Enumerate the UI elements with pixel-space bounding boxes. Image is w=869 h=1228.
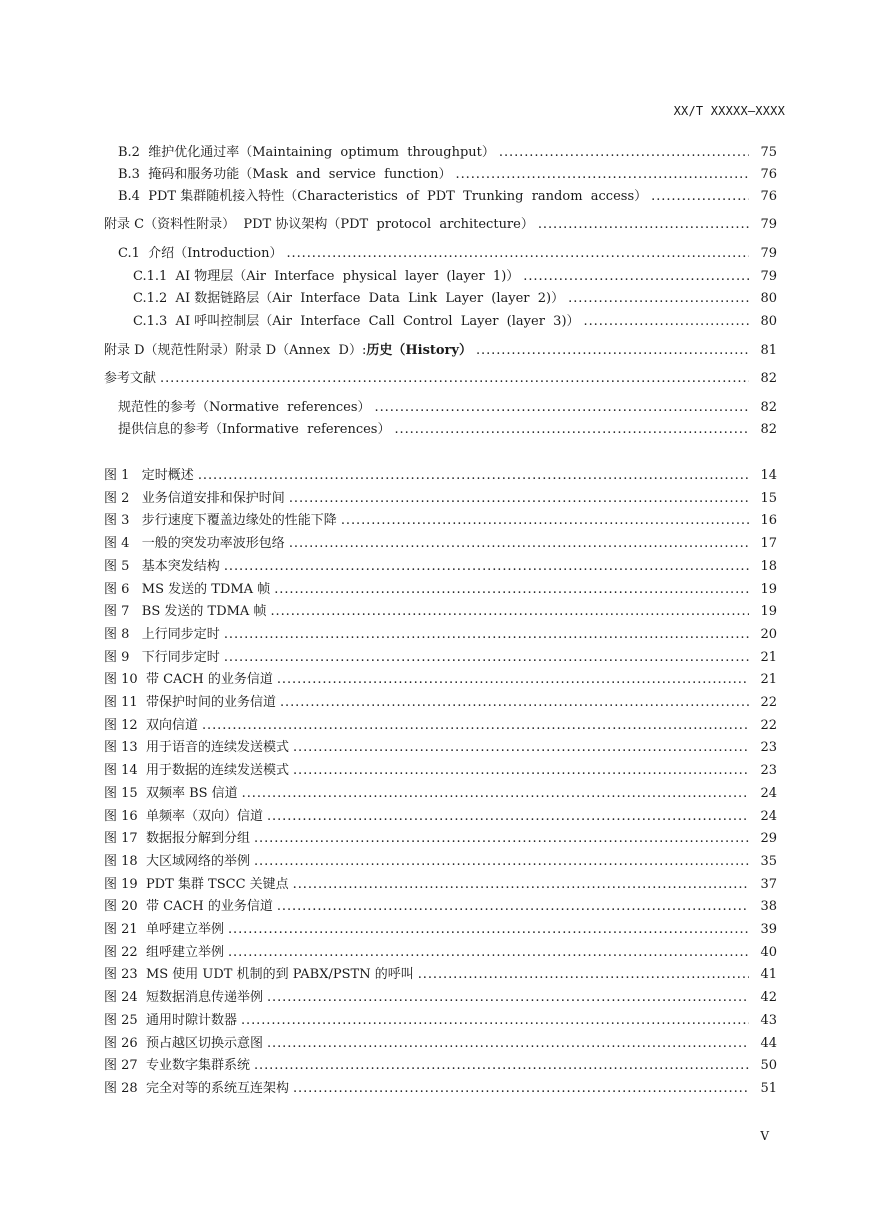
- dot-leader: [254, 1059, 749, 1073]
- figure-entry-title: 图 7 BS 发送的 TDMA 帧: [104, 604, 267, 620]
- toc-entry-title: C.1.1 AI 物理层（Air Interface physical layer (layer 1)）: [133, 269, 520, 284]
- figure-entry-page: 23: [760, 740, 777, 756]
- dot-leader: [293, 1082, 749, 1096]
- figure-entry-title: 图 22 组呼建立举例: [104, 944, 224, 960]
- toc-entry-page: 80: [760, 291, 777, 306]
- dot-leader: [375, 401, 749, 415]
- toc-entry-page: 79: [760, 269, 777, 284]
- figure-entry-title: 图 20 带 CACH 的业务信道: [104, 899, 273, 915]
- figure-entry-page: 19: [760, 581, 777, 597]
- dot-leader: [456, 168, 749, 182]
- figure-entry-page: 37: [760, 876, 777, 892]
- figure-entry[interactable]: [104, 669, 777, 687]
- dot-leader: [523, 270, 749, 284]
- dot-leader: [228, 923, 749, 937]
- dot-leader: [270, 605, 749, 619]
- toc-entry-title: 附录 D（规范性附录）附录 D（Annex D）:: [104, 343, 367, 358]
- toc-entry[interactable]: [104, 340, 777, 358]
- dot-leader: [286, 247, 749, 261]
- toc-entry-page: 79: [760, 246, 777, 261]
- figure-entry[interactable]: [104, 715, 777, 733]
- dot-leader: [228, 946, 749, 960]
- figure-entry-title: 图 5 基本突发结构: [104, 558, 220, 574]
- figure-entry-title: 图 14 用于数据的连续发送模式: [104, 763, 289, 779]
- figure-entry-page: 23: [760, 763, 777, 779]
- figure-entry[interactable]: [104, 737, 777, 755]
- figure-entry-title: 图 10 带 CACH 的业务信道: [104, 672, 273, 688]
- figure-entry-page: 22: [760, 717, 777, 733]
- dot-leader: [254, 855, 749, 869]
- figure-entry[interactable]: [104, 692, 777, 710]
- figure-entry-title: 图 24 短数据消息传递举例: [104, 990, 263, 1006]
- dot-leader: [277, 673, 749, 687]
- toc-entry-page: 76: [760, 189, 777, 204]
- figure-entry-page: 22: [760, 695, 777, 710]
- toc-entry-title: B.4 PDT 集群随机接入特性（Characteristics of PDT Trunking random access）: [118, 189, 648, 204]
- figure-entry-title: 图 17 数据报分解到分组: [104, 831, 250, 847]
- dot-leader: [241, 1014, 749, 1028]
- dot-leader: [394, 423, 749, 437]
- dot-leader: [289, 492, 749, 506]
- toc-entry-page: 82: [760, 422, 777, 437]
- figure-entry-title: 图 2 业务信道安排和保护时间: [104, 490, 285, 506]
- figure-entry[interactable]: [104, 1078, 777, 1096]
- dot-leader: [584, 315, 749, 329]
- page-number: V: [760, 1129, 769, 1143]
- figure-entry-page: 50: [760, 1058, 777, 1074]
- dot-leader: [293, 741, 749, 755]
- figure-entry[interactable]: [104, 601, 777, 619]
- toc-entry-title: 规范性的参考（Normative references）: [118, 400, 371, 415]
- figure-entry-title: 图 23 MS 使用 UDT 机制的到 PABX/PSTN 的呼叫: [104, 967, 414, 983]
- toc-entry-page: 75: [760, 145, 777, 160]
- figure-entry-page: 21: [760, 672, 777, 688]
- dot-leader: [267, 810, 749, 824]
- figure-entry[interactable]: [104, 488, 777, 506]
- figure-entry[interactable]: [104, 919, 777, 937]
- toc-entry-title: C.1.2 AI 数据链路层（Air Interface Data Link Layer (layer 2)）: [133, 291, 565, 306]
- toc-entry[interactable]: [104, 214, 777, 232]
- toc-entry[interactable]: [133, 288, 777, 306]
- figure-entry-title: 图 25 通用时隙计数器: [104, 1012, 237, 1028]
- toc-entry-title: 附录 C（资料性附录） PDT 协议架构（PDT protocol architecture）: [104, 217, 534, 232]
- dot-leader: [267, 1037, 749, 1051]
- dot-leader: [293, 878, 749, 892]
- figure-entry[interactable]: [104, 533, 777, 551]
- dot-leader: [418, 968, 749, 982]
- figure-entry-title: 图 15 双频率 BS 信道: [104, 785, 238, 801]
- figure-entry-page: 24: [760, 808, 777, 824]
- toc-entry-page: 82: [760, 371, 777, 386]
- dot-leader: [568, 292, 749, 306]
- figure-entry-page: 14: [760, 468, 777, 483]
- figure-entry-page: 40: [760, 944, 777, 960]
- figure-entry-title: 图 28 完全对等的系统互连架构: [104, 1080, 289, 1096]
- figure-entry-page: 39: [760, 922, 777, 937]
- figure-entry[interactable]: [104, 760, 777, 778]
- figure-entry-title: 图 27 专业数字集群系统: [104, 1058, 250, 1074]
- figure-entry-title: 图 9 下行同步定时: [104, 649, 220, 665]
- toc-entry-title: 提供信息的参考（Informative references）: [118, 422, 391, 437]
- dot-leader: [289, 537, 749, 551]
- figure-entry-page: 43: [760, 1012, 777, 1028]
- dot-leader: [202, 719, 749, 733]
- toc-entry-page: 81: [760, 343, 777, 358]
- figure-entry-title: 图 1 定时概述: [104, 468, 194, 483]
- figure-entry[interactable]: [104, 783, 777, 801]
- figure-entry-title: 图 3 步行速度下覆盖边缘处的性能下降: [104, 513, 337, 529]
- figure-entry-title: 图 11 带保护时间的业务信道: [104, 695, 276, 710]
- figure-entry[interactable]: [104, 987, 777, 1005]
- figure-entry[interactable]: [104, 510, 777, 528]
- toc-entry[interactable]: [118, 419, 777, 437]
- figure-entry[interactable]: [104, 964, 777, 982]
- toc-entry-title: B.3 掩码和服务功能（Mask and service function）: [118, 167, 452, 182]
- figure-entry-page: 18: [760, 558, 777, 574]
- dot-leader: [293, 764, 749, 778]
- dot-leader: [160, 372, 749, 386]
- dot-leader: [224, 560, 749, 574]
- figure-entry-page: 35: [760, 853, 777, 869]
- figure-entry-page: 29: [760, 831, 777, 847]
- toc-entry[interactable]: [104, 368, 777, 386]
- figure-entry-page: 42: [760, 990, 777, 1006]
- dot-leader: [341, 514, 749, 528]
- toc-entry[interactable]: [118, 142, 777, 160]
- figure-entry[interactable]: [104, 647, 777, 665]
- figure-entry[interactable]: [104, 556, 777, 574]
- figure-entry-page: 21: [760, 649, 777, 665]
- toc-entry-title: C.1 介绍（Introduction）: [118, 246, 283, 261]
- toc-entry[interactable]: [118, 186, 777, 204]
- figure-entry-page: 24: [760, 785, 777, 801]
- toc-entry[interactable]: [118, 243, 777, 261]
- figure-entry[interactable]: [104, 579, 777, 597]
- figure-entry-title: 图 12 双向信道: [104, 717, 198, 733]
- dot-leader: [224, 628, 749, 642]
- document-code: XX/T XXXXX—XXXX: [673, 104, 785, 118]
- figure-entry-page: 38: [760, 899, 777, 915]
- figure-entry-title: 图 13 用于语音的连续发送模式: [104, 740, 289, 756]
- dot-leader: [274, 583, 749, 597]
- figure-entry-page: 20: [760, 626, 777, 642]
- figure-entry-page: 44: [760, 1035, 777, 1051]
- dot-leader: [198, 469, 749, 483]
- figure-entry-title: 图 21 单呼建立举例: [104, 922, 224, 937]
- toc-entry[interactable]: [133, 311, 777, 329]
- toc-entry-page: 79: [760, 217, 777, 232]
- figure-entry[interactable]: [104, 1033, 777, 1051]
- figure-entry[interactable]: [104, 942, 777, 960]
- figure-entry-page: 17: [760, 536, 777, 552]
- figure-entry-page: 41: [760, 967, 777, 983]
- figure-entry-page: 15: [760, 490, 777, 506]
- figure-entry[interactable]: [104, 851, 777, 869]
- figure-entry-title: 图 16 单频率（双向）信道: [104, 808, 263, 824]
- toc-entry[interactable]: [118, 397, 777, 415]
- toc-entry-title: C.1.3 AI 呼叫控制层（Air Interface Call Control Layer (layer 3)）: [133, 314, 580, 329]
- dot-leader: [277, 900, 749, 914]
- figure-entry[interactable]: [104, 624, 777, 642]
- toc-entry-title: 参考文献: [104, 371, 157, 386]
- dot-leader: [267, 991, 749, 1005]
- dot-leader: [651, 190, 749, 204]
- dot-leader: [476, 344, 749, 358]
- toc-entry-title-bold: 历史（History）: [366, 343, 472, 358]
- figure-entry-title: 图 4 一般的突发功率波形包络: [104, 536, 285, 552]
- figure-entry-title: 图 19 PDT 集群 TSCC 关键点: [104, 876, 289, 892]
- dot-leader: [538, 218, 749, 232]
- figure-entry-page: 51: [760, 1080, 777, 1096]
- toc-entry-page: 76: [760, 167, 777, 182]
- dot-leader: [280, 696, 749, 710]
- dot-leader: [242, 787, 749, 801]
- figure-entry-title: 图 6 MS 发送的 TDMA 帧: [104, 581, 271, 597]
- figure-entry[interactable]: [104, 1055, 777, 1073]
- toc-entry[interactable]: [118, 164, 777, 182]
- figure-entry[interactable]: [104, 896, 777, 914]
- figure-entry[interactable]: [104, 1010, 777, 1028]
- figure-entry-title: 图 8 上行同步定时: [104, 626, 220, 642]
- toc-entry[interactable]: [133, 266, 777, 284]
- figure-entry[interactable]: [104, 874, 777, 892]
- figure-entry-title: 图 26 预占越区切换示意图: [104, 1035, 263, 1051]
- figure-entry[interactable]: [104, 806, 777, 824]
- toc-entry-title: B.2 维护优化通过率（Maintaining optimum throughput）: [118, 145, 495, 160]
- figure-entry[interactable]: [104, 465, 777, 483]
- dot-leader: [499, 146, 749, 160]
- toc-entry-page: 80: [760, 314, 777, 329]
- toc-entry-page: 82: [760, 400, 777, 415]
- figure-entry-page: 19: [760, 604, 777, 620]
- figure-entry[interactable]: [104, 828, 777, 846]
- dot-leader: [224, 651, 749, 665]
- figure-entry-page: 16: [760, 513, 777, 529]
- figure-entry-title: 图 18 大区域网络的举例: [104, 853, 250, 869]
- dot-leader: [254, 832, 749, 846]
